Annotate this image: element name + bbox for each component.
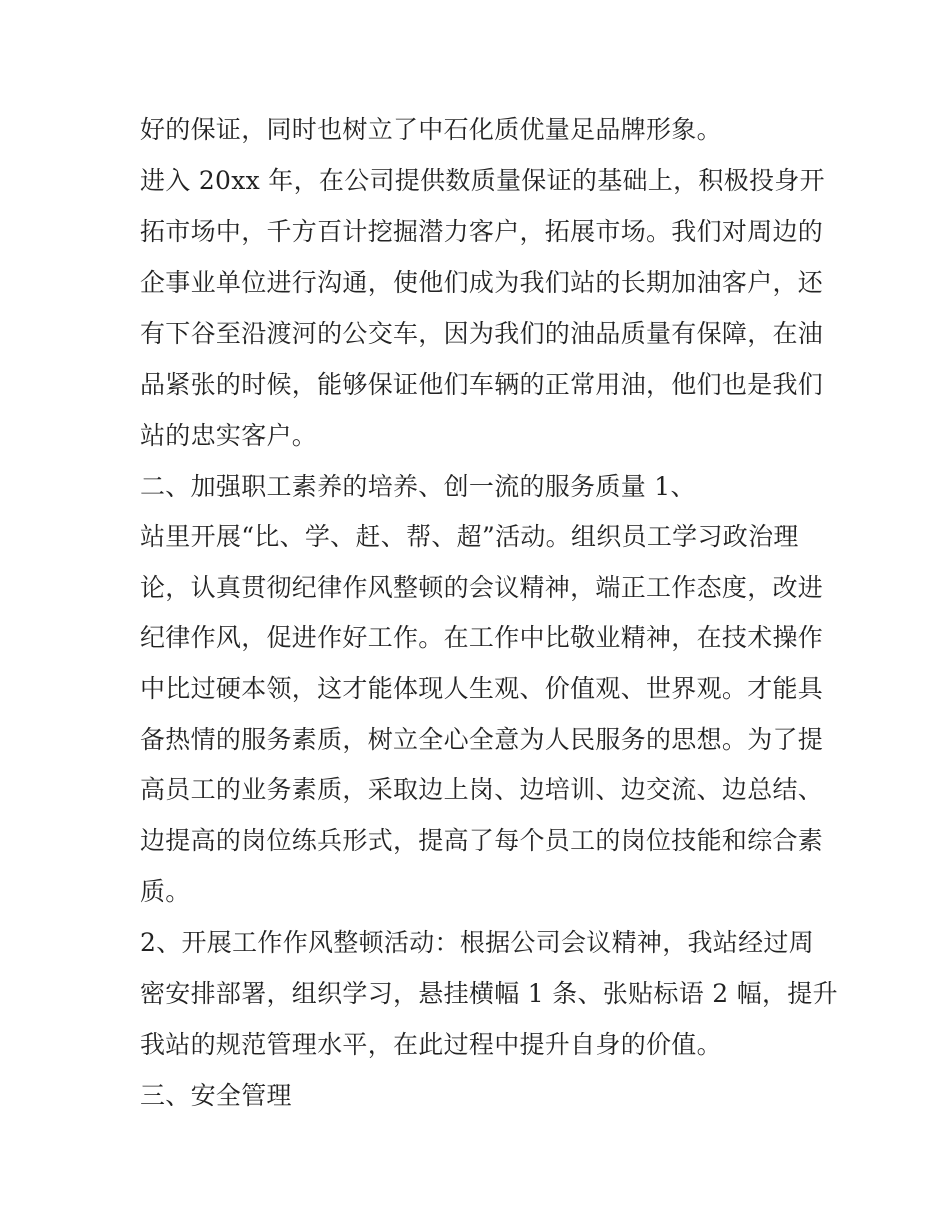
text-line: 站的忠实客户。	[140, 421, 318, 450]
text-line: 进入 20xx 年，在公司提供数质量保证的基础上，积极投身开	[140, 166, 825, 195]
text-line: 有下谷至沿渡河的公交车，因为我们的油品质量有保障，在油	[140, 319, 824, 348]
text-line: 我站的规范管理水平，在此过程中提升自身的价值。	[140, 1030, 722, 1059]
text-line: 拓市场中，千方百计挖掘潜力客户，拓展市场。我们对周边的	[140, 217, 824, 246]
text-line: 纪律作风，促进作好工作。在工作中比敬业精神，在技术操作	[140, 623, 824, 652]
text-line: 质。	[140, 877, 191, 906]
text-line: 高员工的业务素质，采取边上岗、边培训、边交流、边总结、	[140, 775, 824, 804]
text-line: 企事业单位进行沟通，使他们成为我们站的长期加油客户，还	[140, 268, 824, 297]
text-line: 站里开展“比、学、赶、帮、超”活动。组织员工学习政治理	[140, 522, 799, 551]
section-heading: 三、安全管理	[140, 1081, 292, 1110]
text-line: 中比过硬本领，这才能体现人生观、价值观、世界观。才能具	[140, 674, 824, 703]
text-line: 2、开展工作作风整顿活动：根据公司会议精神，我站经过周	[140, 928, 815, 957]
text-line: 密安排部署，组织学习，悬挂横幅 1 条、张贴标语 2 幅，提升	[140, 979, 838, 1008]
text-line: 好的保证，同时也树立了中石化质优量足品牌形象。	[140, 115, 722, 144]
text-line: 边提高的岗位练兵形式，提高了每个员工的岗位技能和综合素	[140, 826, 824, 855]
text-line: 论，认真贯彻纪律作风整顿的会议精神，端正工作态度，改进	[140, 573, 824, 602]
text-line: 品紧张的时候，能够保证他们车辆的正常用油，他们也是我们	[140, 370, 824, 399]
section-heading: 二、加强职工素养的培养、创一流的服务质量 1、	[140, 472, 696, 501]
text-line: 备热情的服务素质，树立全心全意为人民服务的思想。为了提	[140, 725, 824, 754]
